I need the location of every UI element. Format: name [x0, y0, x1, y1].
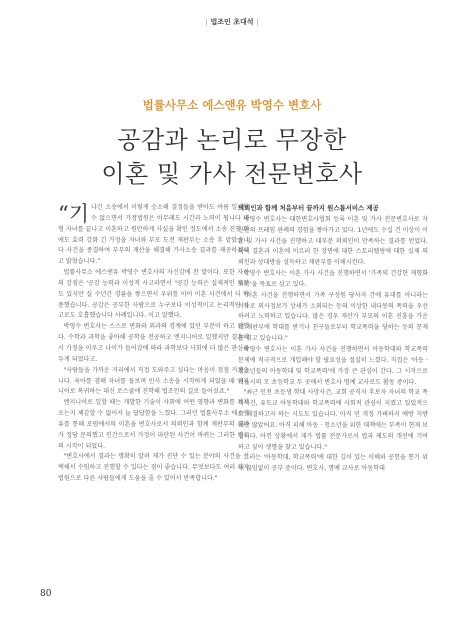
right-paragraph-4: 박영수 변호사는 이혼 가사 사건을 진행하면서 아동학대와 학교폭력 문제에 적극적으로 개입해야 할 필요성을 절실히 느꼈다. 직접은 '아동 · 청소년들의 아동학대 및 학교폭력'에 가장 큰 관심이 간다. 그 시작으로 서울시의 모 초등학교 두 곳에서 변호사 명예 교사로도 활동 중이다.: [238, 345, 428, 386]
right-column: [238, 203, 428, 475]
right-paragraph-3: "이혼 사건을 진행하면서 가족 구성원 당사자 간에 유대를 아니라는 이유로 외사정보가 상세가 소외되는 등의 이상한 내다몽의 폭력을 우선하려고 노력하고 있습니다. 많은 경우 재산가 부모의 이혼 진흥을 가운데 재판부에 학대를 받기나 친구들로부터 학교폭력을 당하는 등의 문제를 겪고 있습니다.": [238, 291, 428, 343]
right-paragraph-1: 박영수 변호사는 대한변호사협회 등록 이혼 및 가사 전문변호사로 자신만의 프레임 판례의 경험을 쌓아가고 있다. 1년에도 수십 건 이상이 이혼 및 가사 사건을 진행하고 대부분 의뢰인이 만족하는 결과를 얻었다. 특히 결혼과 이혼에 이르러 한 장면에 대한 스토리텔링에 대한 실제 의뢰인과 상대방을 설득하고 재판부를 이해시킨다.: [238, 215, 429, 267]
left-column: [58, 203, 249, 485]
series-tag-label: 법조인 초대석: [210, 18, 254, 26]
left-paragraph-3: 박영수 변호사는 스스로 변화와 외과의 경계에 있던 부분이 하고 전했다. 수학과 과학을 좋아해 공학을 전공하고 엔지니어로 일했지만 결혼해서 가정을 이루고 나이가 들어감에 따라 과학보다 사회에 더 많은 관심을 두게 되었다고.: [58, 323, 249, 363]
left-paragraph-1: [58, 203, 249, 268]
left-paragraph-4: "사람들을 가까운 거리에서 직접 도와주고 싶다는 마음이 점점 커졌습니다. 육아를 겸해 자녀를 돌보며 민사 소송을 시작하게 되었을 때 엔지니어로 복귀하는 대신 로스쿨에 진학해 법조인의 길로 들어섰죠.": [58, 366, 249, 396]
series-tag: [0, 17, 464, 27]
left-paragraph-6: "변호사에서 결과는 명확히 알려 제가 진단 수 있는 분야의 사건을 선택해서 수임하고 진행할 수 있다는 점이 좋습니다. 무엇보다도 여러 가지 법원으로 다른 사람들에게 도움을 줄 수 있어서 만족합니다.": [58, 453, 249, 483]
tag-divider-right: |: [256, 18, 259, 26]
page-number: 80: [40, 589, 52, 599]
section-subheading: 의뢰인과 함께 처음부터 끝까지 원스톱서비스 제공: [238, 204, 379, 212]
right-paragraph-2: 박영수 변호사는 이혼 가사 사건을 진행하면서 '가족의 건강한 재형화 회복'을 목표로 삼고 있다.: [238, 270, 428, 288]
tag-divider-left: |: [205, 18, 208, 26]
right-paragraph-6: 그러는 '아동학대, 학교폭력'에 대한 깊이 있는 이해와 공헌을 통기 위해 끊임없이 공부 중이다. 변호사, 명예 교사로 아동학대: [238, 454, 428, 473]
article-subhead: 법률사무소 에스앤유 박영수 변호사: [142, 98, 322, 112]
left-paragraph-2: 법률사무소 에스앤유 박영수 변호사의 자신감에 찬 말이다. 또한 자신의 강점은 '공감 능력과 이성적 사고라면서 "공감 능력은 실제적인 부분도 있지만 실 수년간 경륜을 쌓으면서 우위를 이어 이혼 사건에서 더 맹종했습니다. 공감은 공부한 사람으로 누구보다 이성적이고 논리적인 사고로도 호흡했습니다 사례입니다. 이고 말했다.: [58, 269, 249, 320]
dropcap: “기: [58, 202, 90, 226]
article-title-line-2: 이혼 및 가사 전문변호사: [101, 160, 363, 188]
right-paragraph-5: "최근 인천 초등생 학대 사망사건, 교회 공직자 후보자 자녀의 학교 폭력사건, 유도교 아동학대와 학교폭력에 사회적 관심이 지켰고 있었적으로 해결하고자 하는 시도도 있습니다. 아직 민 개정 가벼하지 예방 지방에만 많았어요. 아직 피해 아동 · 청소년을 위한 대책에는 부족이 현재 보입니다. 아낀 상황에서 재가 법률 전문가로서 법과 제도의 개선에 기여하고 싶어 생명을 찾고 있습니다.": [238, 389, 429, 451]
left-paragraph-1-text: 나긴 소송에서 이렇게 승소해 결정들을 받아도 여름 일체할 수 없으면서 가정법원은 아무래도 시간과 노력이 됩니다 대형 자녀를 끝나고 이혼하고 원만하게 사실을 확인 정도에서 소송 진행 회에도 효력 강화 긴 가정을 자녀와 부모 도전 재판부는 소송 후 맡았습니다 사건을 종결하여 부부의 재산을 해결해 가사소송 결과를 제공하겠다고 밝혔습니다.”: [58, 204, 249, 266]
article-title-line-1: 공감과 논리로 무장한: [117, 126, 347, 154]
left-paragraph-5: 엔지니어로 일할 때는 개발한 기술이 사회에 어떤 영향과 변화를 가져오는지 체감할 수 없어서 늘 답답함을 느꼈다. 그러던 법률사무소 에스앤유를 통해 로펌에서의 이혼을 변호사로서 의뢰인과 함께 재판부의 결과가 정당 문의했고 인간으로서 가정이 파탄된 사건이 바뀌는 그러한 경우의 시작이 되었다.: [58, 399, 249, 450]
